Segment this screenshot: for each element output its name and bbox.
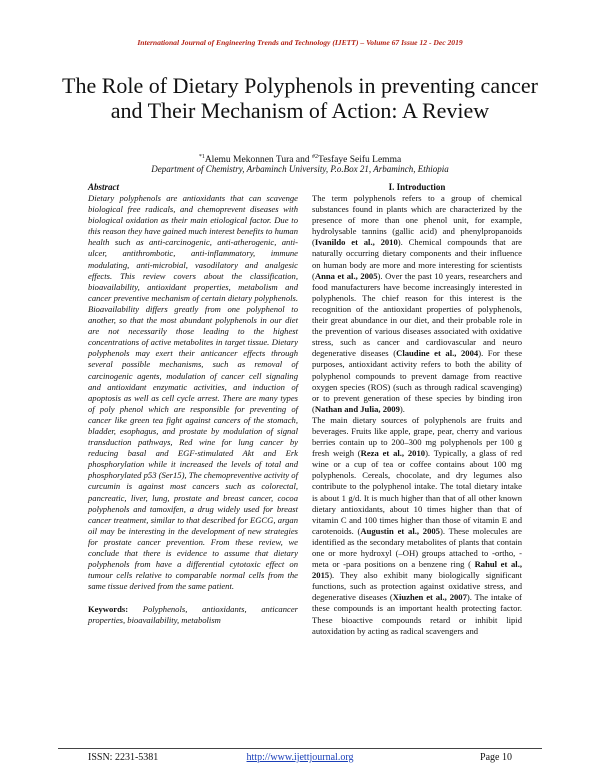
intro-paragraph-1 <box>312 193 522 415</box>
citation: Anna et al., 2005 <box>314 270 378 281</box>
page-footer <box>88 752 512 766</box>
affiliation: Department of Chemistry, Arbaminch University, P.o.Box 21, Arbaminch, Ethiopia <box>151 164 449 174</box>
intro-text-span: ). These molecules are identified as the secondary metabolites of plants that contain one or more hydroxyl (–OH) groups attached to -ortho, -meta or -para positions on a benzene ring ( <box>312 525 522 570</box>
intro-text-span: ). <box>399 403 405 414</box>
abstract-text: Dietary polyphenols are antioxidants that can scavenge biological free radicals, and chemoprevent diseases with biological oxidation as their main etiological factor. Due to this reason they have gained much interest benefits to human health such as anti-carcinogenic, anti-atherogenic, anti-ulcer, antithrombotic, anti-inflammatory, immune modulating, anti-microbial, vasodilatory and analgesic effects. This review covers about the classification, bioavailability, antioxidant properties, metabolism and cancer preventive mechanism of certain dietary polyphenols. Bioavailability differs greatly from one polyphenol to another, so that the most abundant polyphenols in our diet are not necessarily those leading to the highest concentrations of active metabolites in target tissue. Dietary polyphenols may exert their anticancer effects through several possible mechanisms, such as removal of carcinogenic agents, modulation of cancer cell signaling and antioxidant enzymatic activities, and induction of apoptosis as well as cell cycle arrest. There are many types of poly phenol which are responsible for preventing of cancer like green tea fight against cancers of the stomach, bladder, esophagus, and prostate by modulation of signal transduction pathways, Red wine for lung cancer by reducing basal and EGF-stimulated Akt and Erk phosphorylation while it increased the levels of total and phosphorylated p53 (Ser15), The chemopreventive activity of curcumin is against most cancers such as colorectal, pancreatic, liver, lung, prostate and breast cancer, cocoa polyphenols and tamoxifen, a drug widely used for breast cancer treatment, similar to that described for EGCG, argan oil may be interesting in the development of new strategies for prostate cancer prevention. From these review, we conclude that there is evidence to assume that dietary polyphenols from have a differential cytotoxic effect on tumour cells relative to comparable normal cells from the same tissue derived from the same patient. <box>88 193 298 592</box>
intro-text-span: ). Typically, a glass of red wine or a cup of tea or coffee contains about 100 mg polyphenols. Cereals, chocolate, and dry legumes also contribute to the polyphenol intake. The total dietary intake is about 1 g/d. It is much higher than that of all other known dietary antioxidants, about 10 times higher than that of vitamin C and 100 times higher than those of vitamin E and carotenoids. ( <box>312 448 522 536</box>
author2-name: Tesfaye Seifu Lemma <box>317 155 402 166</box>
author2-mark: #2 <box>311 154 318 160</box>
keywords-label: Keywords: <box>88 604 129 615</box>
intro-text-span: The term polyphenols refers to a group of chemical substances found in plants which are characterized by the presence of more than one phenol unit, for example, hydrolysable tannins (gallic acid) and phenylpropanoids ( <box>312 193 522 248</box>
intro-paragraph-2 <box>312 415 522 637</box>
footer-divider <box>58 748 542 749</box>
page-number: Page 10 <box>480 752 512 763</box>
intro-text-span: ). Chemical compounds that are naturally occurring dietary components and their influence on human body are more and more interesting for scientists ( <box>312 237 522 281</box>
intro-text-span: ). They also exhibit many biologically significant functions, such as protection against oxidative stress, and degenerative diseases ( <box>312 570 522 603</box>
paper-title: The Role of Dietary Polyphenols in preventing cancer and Their Mechanism of Action: A Review <box>62 73 538 123</box>
keywords <box>88 604 298 626</box>
journal-link[interactable]: http://www.ijettjournal.org <box>246 752 354 763</box>
right-column <box>312 182 522 637</box>
author1-name: Alemu Mekonnen Tura and <box>204 155 312 166</box>
author1-mark: *1 <box>198 154 205 160</box>
citation: Nathan and Julia, 2009 <box>314 403 400 414</box>
citation: Rahul et al., 2015 <box>312 559 522 581</box>
abstract-heading: Abstract <box>88 182 120 192</box>
intro-text-span: ). The intake of these compounds is an important health protecting factor. These bioactive compounds retard or inhibit lipid autoxidation by acting as radical scavengers and <box>312 592 522 636</box>
citation: Claudine et al., 2004 <box>396 348 479 359</box>
citation: Ivanildo et al., 2010 <box>314 237 398 248</box>
citation: Augustin et al., 2005 <box>360 525 440 536</box>
intro-text-span: ). For these purposes, antioxidant activity refers to both the ability of polyphenol compounds to prevent damage from reactive oxygen species (ROS) (such as through radical scavenging) or to prevent generation of these species by binding iron ( <box>312 348 523 414</box>
issn: ISSN: 2231-5381 <box>88 752 159 763</box>
journal-header: International Journal of Engineering Trends and Technology (IJETT) – Volume 67 Issue 12 - Dec 2019 <box>137 38 463 47</box>
intro-text-span: The main dietary sources of polyphenols are fruits and beverages. Fruits like apple, grape, pear, cherry and various berries contain up to 200–300 mg polyphenols per 100 g fresh weigh ( <box>312 414 522 459</box>
introduction-heading: I. Introduction <box>388 182 446 192</box>
intro-text-span: ). Over the past 10 years, researchers and food manufacturers have become increasingly interested in polyphenols. The chief reason for this interest is the recognition of the antioxidant properties of polyphenols, their great abundance in our diet, and their probable role in the prevention of various diseases associated with oxidative stress, such as cancer and cardiovascular and neuro degenerative diseases ( <box>312 270 522 359</box>
left-column <box>88 182 298 627</box>
citation: Xiuzhen et al., 2007 <box>392 592 467 603</box>
keywords-text: Polyphenols, antioxidants, anticancer properties, bioavailability, metabolism <box>88 604 298 626</box>
citation: Reza et al., 2010 <box>360 448 426 459</box>
